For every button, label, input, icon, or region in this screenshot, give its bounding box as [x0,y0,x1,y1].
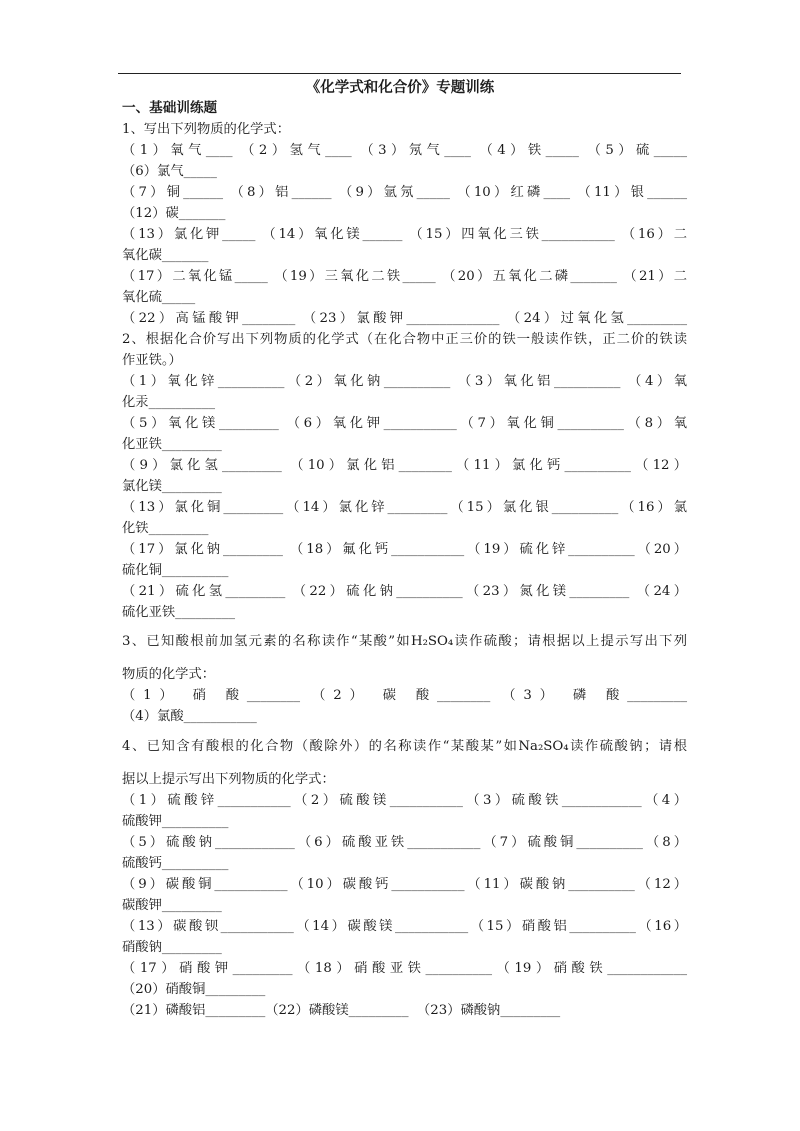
question-2-line: 作亚铁。） [122,353,182,368]
question-2-line: 硫化铜__________ [122,563,229,578]
question-3-line: 物质的化学式： [122,667,216,682]
question-1-line: （12）碳_______ [122,206,226,221]
question-2-line: （21）硫化氢_________ （22）硫化钠__________（23）氮化镁_________ （24） [122,584,687,599]
page-title: 《化学式和化合价》专题训练 [305,80,495,96]
question-4-line: 4、已知含有酸根的化合物（酸除外）的名称读作“某酸某”如Na₂SO₄读作硫酸钠；请根 [122,739,687,754]
question-1-line: （13）氯化钾_____ （14）氧化镁______ （15）四氧化三铁___________ （16）二 [122,227,687,242]
question-1-line: 氧化硫_____ [122,290,196,305]
question-2-line: 化汞__________ [122,395,216,410]
question-4-line: 硝酸钠_________ [122,940,222,955]
question-2-line: 2、根据化合价写出下列物质的化学式（在化合物中正三价的铁一般读作铁，正二价的铁读 [122,332,687,347]
question-4-line: 硫酸钙__________ [122,856,229,871]
question-2-line: （1）氧化锌__________（2）氧化钠__________ （3）氧化铝__________ （4）氧 [122,374,687,389]
question-4-line: （21）磷酸铝_________（22）磷酸镁_________ （23）磷酸钠_________ [122,1003,561,1018]
question-3-line: 3、已知酸根前加氢元素的名称读作“某酸”如H₂SO₄读作硫酸；请根据以上提示写出下列 [122,634,687,649]
question-3-line: （1） 硝 酸________ （2） 碳 酸________ （3） 磷 酸_________ [122,688,687,703]
question-4-line: （5）硫酸钠____________（6）硫酸亚铁___________（7）硫酸铜__________（8） [122,835,687,850]
question-4-line: （17）硝酸钾_________（18）硝酸亚铁__________（19）硝酸铁____________ [122,961,687,976]
question-2-line: （13）氯化铜_________（14）氯化锌_________（15）氯化银__________（16）氯 [122,500,687,515]
question-1-line: 氧化碳_______ [122,248,209,263]
question-1-line: （22）高锰酸钾________ （23）氯酸钾______________ （24）过氧化氢_________ [122,311,687,326]
question-4-line: （9）碳酸铜___________（10）碳酸钙___________（11）碳酸钠__________（12） [122,877,687,892]
question-1-line: （6）氯气_____ [122,164,217,179]
question-2-line: （17）氯化钠_________ （18）氟化钙___________（19）硫化锌__________（20） [122,542,687,557]
question-2-line: （9）氯化氢_________ （10）氯化铝________（11）氯化钙__________（12） [122,458,687,473]
question-4-line: 碳酸钾_________ [122,898,222,913]
question-4-line: （13）碳酸钡___________（14）碳酸镁___________（15）硝酸铝__________（16） [122,919,687,934]
question-3-line: （4）氯酸___________ [122,709,257,724]
question-2-line: 硫化亚铁_________ [122,605,236,620]
title-rule [118,73,681,74]
question-1-line: （7）铜______ （8）铝______ （9）氩氖_____ （10）红磷____ （11）银______ [122,185,687,200]
question-2-line: （5）氧化镁_________ （6）氧化钾___________（7）氧化铜__________（8）氧 [122,416,687,431]
question-1-line: 1、写出下列物质的化学式： [122,122,291,137]
section-heading: 一、基础训练题 [122,100,218,116]
question-4-line: （20）硝酸铜_________ [122,982,266,997]
question-1-line: （1）氧气____ （2）氢气____ （3）氖气____ （4）铁_____ （5）硫_____ [122,143,687,158]
question-4-line: 据以上提示写出下列物质的化学式： [122,772,335,787]
question-2-line: 氯化镁_________ [122,479,222,494]
question-2-line: 化铁_________ [122,521,209,536]
question-2-line: 化亚铁_________ [122,437,222,452]
question-4-line: （1）硫酸锌___________（2）硫酸镁___________（3）硫酸铁____________（4） [122,793,687,808]
question-4-line: 硫酸钾__________ [122,814,229,829]
question-1-line: （17）二氧化锰_____ （19）三氧化二铁_____ （20）五氧化二磷_______ （21）二 [122,269,687,284]
